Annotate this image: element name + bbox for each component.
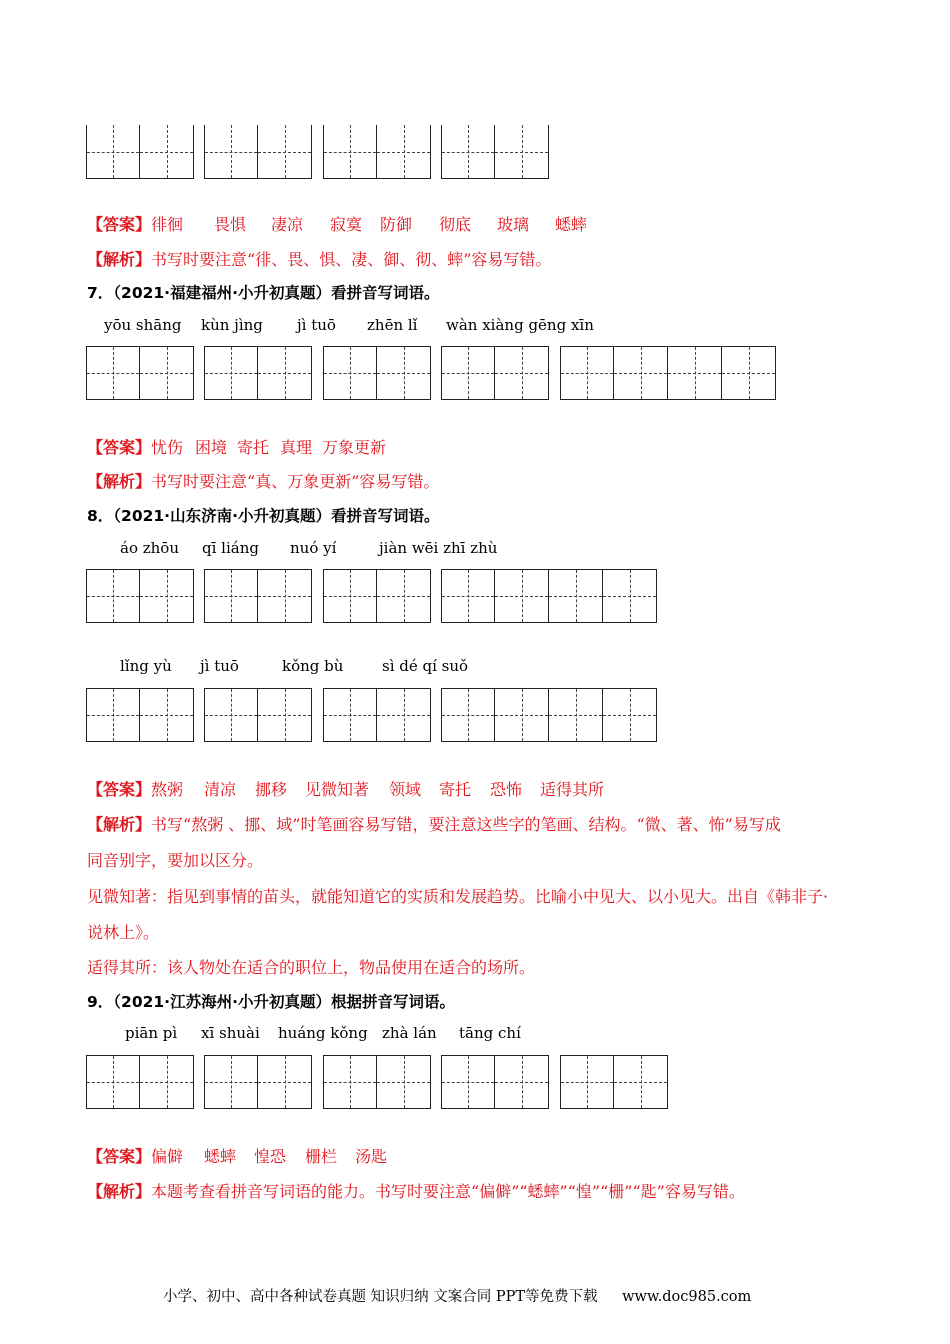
analysis-text: 本题考查看拼音写词语的能力。书写时要注意“偏僻”“蟋蟀”“惶”“栅”“匙”容易写错。: [151, 1182, 745, 1201]
q6-grid-4: [441, 125, 549, 179]
q7-grid-3: [323, 346, 431, 400]
answer-word: 熬粥: [151, 780, 184, 799]
analysis-text: 书写时要注意“真、万象更新”容易写错。: [151, 472, 440, 491]
q8-grid-5: [86, 688, 194, 742]
answer-word: 畏惧: [214, 215, 247, 234]
answer-word: 恐怖: [490, 780, 523, 799]
answer-word: 徘徊: [151, 215, 184, 234]
q8-grid-7: [323, 688, 431, 742]
q8-grid-4: [441, 569, 657, 623]
q9-answer-line: [87, 1144, 388, 1167]
answer-tag: 【答案】: [87, 1147, 152, 1166]
q6-analysis-line: [87, 247, 551, 270]
q9-grid-2: [204, 1055, 312, 1109]
answer-word: 偏僻: [151, 1147, 184, 1166]
q8-pinyin-6: jì tuō: [200, 657, 239, 675]
q9-pinyin-2: xī shuài: [201, 1024, 260, 1042]
q9-pinyin-4: zhà lán: [382, 1024, 437, 1042]
answer-word: 蟋蟀: [555, 215, 588, 234]
answer-word: 见微知著: [305, 780, 370, 799]
answer-word: 适得其所: [540, 780, 605, 799]
answer-word: 忧伤: [151, 438, 184, 457]
q8-pinyin-2: qī liáng: [202, 539, 259, 557]
analysis-tag: 【解析】: [87, 472, 152, 491]
q7-analysis-line: [87, 469, 439, 492]
q8-pinyin-3: nuó yí: [290, 539, 337, 557]
q8-analysis-line-2: 同音别字，要加以区分。: [87, 851, 264, 870]
answer-word: 汤匙: [355, 1147, 388, 1166]
answer-word: 寂寞: [330, 215, 363, 234]
q7-pinyin-3: jì tuō: [297, 316, 336, 334]
analysis-tag: 【解析】: [87, 250, 152, 269]
q8-note-1-line-1: 见微知著：指见到事情的苗头，就能知道它的实质和发展趋势。比喻小中见大、以小见大。出自《韩非子·: [87, 887, 829, 906]
answer-tag: 【答案】: [87, 780, 152, 799]
page-footer: [163, 1285, 751, 1306]
answer-word: 清凉: [204, 780, 237, 799]
q7-grid-1: [86, 346, 194, 400]
answer-word: 真理: [280, 438, 313, 457]
q9-pinyin-1: piān pì: [125, 1024, 178, 1042]
q7-pinyin-2: kùn jìng: [201, 316, 263, 334]
answer-word: 彻底: [439, 215, 472, 234]
answer-word: 栅栏: [305, 1147, 338, 1166]
answer-word: 万象更新: [322, 438, 387, 457]
analysis-tag: 【解析】: [87, 1182, 152, 1201]
q6-grid-1: [86, 125, 194, 179]
q6-answer-line: [87, 212, 588, 235]
q9-analysis-line: [87, 1179, 745, 1202]
q7-answer-line: [87, 435, 387, 458]
q6-grid-3: [323, 125, 431, 179]
q8-note-1-line-2: 说林上》。: [87, 923, 160, 942]
q9-grid-4: [441, 1055, 549, 1109]
answer-word: 困境: [195, 438, 228, 457]
q7-pinyin-1: yōu shāng: [104, 316, 182, 334]
q7-title: 7．（2021·福建福州·小升初真题）看拼音写词语。: [87, 284, 440, 302]
q8-answer-line: [87, 777, 605, 800]
answer-word: 蟋蟀: [204, 1147, 237, 1166]
q9-pinyin-5: tāng chí: [459, 1024, 521, 1042]
q7-grid-2: [204, 346, 312, 400]
q8-analysis-line-1: [87, 812, 781, 835]
answer-word: 防御: [380, 215, 413, 234]
q8-note-2: 适得其所：该人物处在适合的职位上，物品使用在适合的场所。: [87, 958, 536, 977]
q9-grid-3: [323, 1055, 431, 1109]
analysis-tag: 【解析】: [87, 815, 152, 834]
q7-grid-4: [441, 346, 549, 400]
answer-word: 凄凉: [271, 215, 304, 234]
q8-pinyin-5: lǐng yù: [120, 657, 172, 675]
q8-pinyin-8: sì dé qí suǒ: [382, 657, 469, 675]
analysis-text: 书写“熬粥 、挪、域”时笔画容易写错，要注意这些字的笔画、结构。“微、著、怖”易写成: [151, 815, 781, 834]
q6-grid-2: [204, 125, 312, 179]
q8-grid-2: [204, 569, 312, 623]
footer-text: 小学、初中、高中各种试卷真题 知识归纳 文案合同 PPT等免费下载: [163, 1289, 598, 1305]
q9-pinyin-3: huáng kǒng: [278, 1024, 368, 1042]
answer-word: 领域: [389, 780, 422, 799]
q7-grid-5: [560, 346, 776, 400]
answer-tag: 【答案】: [87, 438, 152, 457]
answer-word: 玻璃: [497, 215, 530, 234]
q8-title: 8．（2021·山东济南·小升初真题）看拼音写词语。: [87, 507, 440, 525]
answer-word: 挪移: [255, 780, 288, 799]
q8-pinyin-1: áo zhōu: [120, 539, 179, 557]
q8-grid-1: [86, 569, 194, 623]
answer-word: 寄托: [237, 438, 270, 457]
q8-grid-6: [204, 688, 312, 742]
q8-grid-3: [323, 569, 431, 623]
answer-word: 惶恐: [254, 1147, 287, 1166]
q7-pinyin-5: wàn xiàng gēng xīn: [446, 316, 594, 334]
q8-pinyin-4: jiàn wēi zhī zhù: [379, 539, 498, 557]
footer-url[interactable]: www.doc985.com: [622, 1289, 752, 1305]
q8-grid-8: [441, 688, 657, 742]
q8-pinyin-7: kǒng bù: [282, 657, 344, 675]
q9-grid-1: [86, 1055, 194, 1109]
answer-tag: 【答案】: [87, 215, 152, 234]
answer-word: 寄托: [439, 780, 472, 799]
q9-title: 9．（2021·江苏海州·小升初真题）根据拼音写词语。: [87, 993, 455, 1011]
q9-grid-5: [560, 1055, 668, 1109]
q7-pinyin-4: zhēn lǐ: [367, 316, 418, 334]
analysis-text: 书写时要注意“徘、畏、惧、凄、御、彻、蟀”容易写错。: [151, 250, 552, 269]
